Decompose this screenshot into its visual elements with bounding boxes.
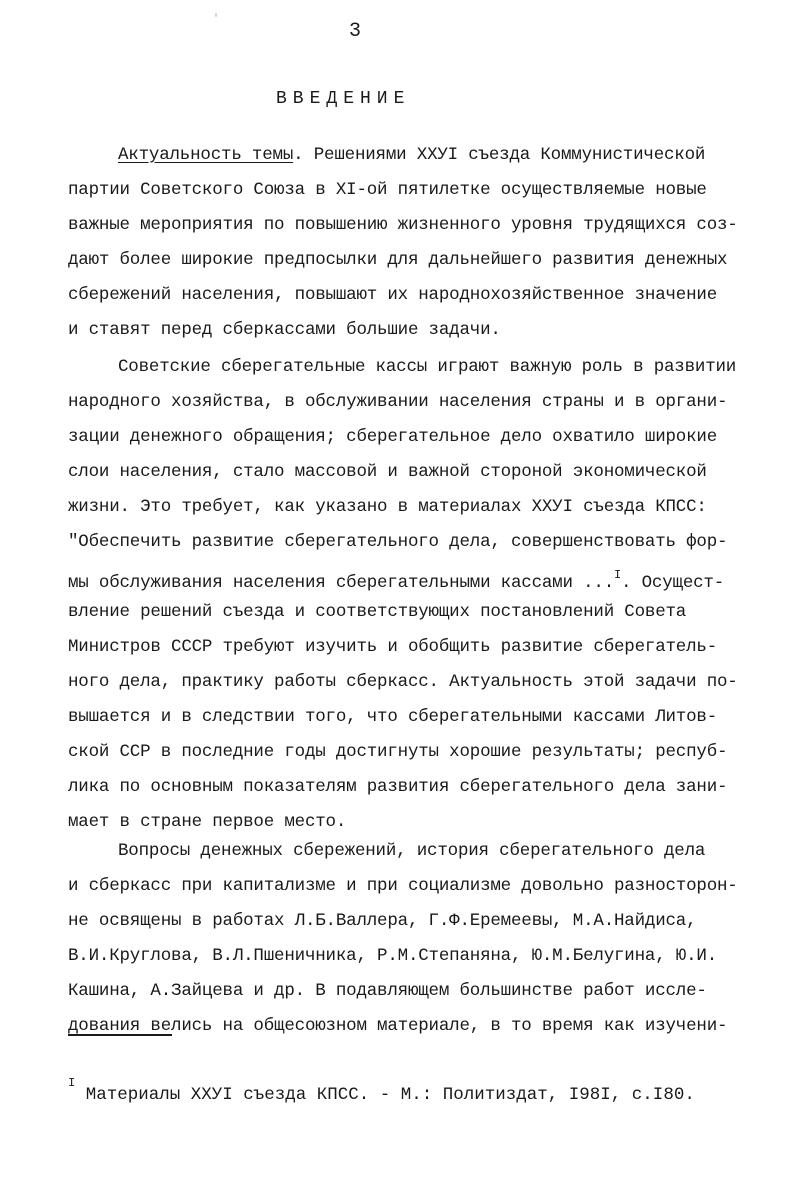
- text-line: [68, 391, 727, 413]
- text-line: [68, 811, 346, 833]
- text-line: [68, 179, 707, 201]
- text-line: [68, 741, 727, 763]
- text-line: [118, 840, 705, 862]
- text-line: [118, 356, 736, 378]
- line-text: сбережений населения, повышают их народнохозяйственное значение: [68, 285, 718, 305]
- text-line: [68, 671, 738, 693]
- text-line: [68, 910, 696, 932]
- line-text: вышается и в следствии того, что сберегательными кассами Литов-: [68, 707, 718, 727]
- line-text: мы обслуживания населения сберегательными кассами ...: [68, 572, 614, 593]
- line-text: Министров СССР требуют изучить и обобщить развитие сберегатель-: [68, 637, 718, 657]
- underlined-lead: Актуальность темы: [118, 145, 294, 165]
- line-text: и ставят перед сберкассами большие задачи.: [68, 320, 501, 340]
- text-line: [118, 144, 705, 166]
- footnote-marker: I: [68, 1076, 76, 1090]
- text-line: [68, 461, 707, 483]
- line-text: Советские сберегательные кассы играют важную роль в развитии: [118, 357, 737, 377]
- line-text: ного дела, практику работы сберкасс. Актуальность этой задачи по-: [68, 672, 738, 692]
- line-text: дования велись на общесоюзном материале, в то время как изучени-: [68, 1016, 728, 1036]
- footnote-rule: [68, 1034, 172, 1036]
- text-line: [68, 214, 738, 236]
- text-line: [68, 601, 686, 623]
- text-line: [68, 496, 707, 518]
- line-text: зации денежного обращения; сберегательное дело охватило широкие: [68, 427, 718, 447]
- text-line: [68, 319, 501, 341]
- line-text: и сберкасс при капитализме и при социализме довольно разносторон-: [68, 876, 738, 896]
- line-text: Кашина, А.Зайцева и др. В подавляющем большинстве работ иссле-: [68, 981, 707, 1001]
- line-text: ской ССР в последние годы достигнуты хорошие результаты; респуб-: [68, 742, 728, 762]
- line-text: мает в стране первое место.: [68, 812, 347, 832]
- scan-speck: ': [213, 14, 220, 25]
- line-text: "Обеспечить развитие сберегательного дела, совершенствовать фор-: [68, 532, 728, 552]
- line-text: дают более широкие предпосылки для дальнейшего развития денежных: [68, 250, 728, 270]
- line-text: партии Советского Союза в XI-ой пятилетке осуществляемые новые: [68, 180, 707, 200]
- text-line: [68, 566, 724, 594]
- footnote-reference: I: [614, 568, 622, 582]
- line-text: . Решениями ХХУI съезда Коммунистической: [293, 145, 706, 165]
- line-text: лика по основным показателям развития сберегательного дела зани-: [68, 777, 728, 797]
- text-line: [68, 945, 717, 967]
- footnote-text: Материалы ХХУI съезда КПСС. - М.: Политиздат, I98I, с.I80.: [85, 1084, 695, 1105]
- text-line: [68, 531, 727, 553]
- line-text: В.И.Круглова, В.Л.Пшеничника, Р.М.Степаняна, Ю.М.Белугина, Ю.И.: [68, 946, 718, 966]
- text-line: [68, 980, 707, 1002]
- line-text: не освящены в работах Л.Б.Валлера, Г.Ф.Еремеевы, М.А.Найдиса,: [68, 911, 697, 931]
- text-line: [68, 776, 727, 798]
- footnote: [68, 1076, 695, 1105]
- text-line: [68, 875, 738, 897]
- text-line: [68, 426, 717, 448]
- text-line: [68, 706, 717, 728]
- line-text: важные мероприятия по повышению жизненного уровня трудящихся соз-: [68, 215, 738, 235]
- line-text-continued: . Осущест-: [621, 572, 725, 593]
- line-text: слои населения, стало массовой и важной стороной экономической: [68, 462, 707, 482]
- section-heading: ВВЕДЕНИЕ: [276, 89, 411, 109]
- text-line: [68, 636, 717, 658]
- text-line: [68, 249, 727, 271]
- line-text: народного хозяйства, в обслуживании населения страны и в органи-: [68, 392, 728, 412]
- line-text: жизни. Это требует, как указано в материалах ХХУI съезда КПСС:: [68, 497, 707, 517]
- line-text: Вопросы денежных сбережений, история сберегательного дела: [118, 841, 706, 861]
- line-text: вление решений съезда и соответствующих постановлений Совета: [68, 602, 687, 622]
- text-line: [68, 284, 717, 306]
- page-number: 3: [349, 20, 362, 43]
